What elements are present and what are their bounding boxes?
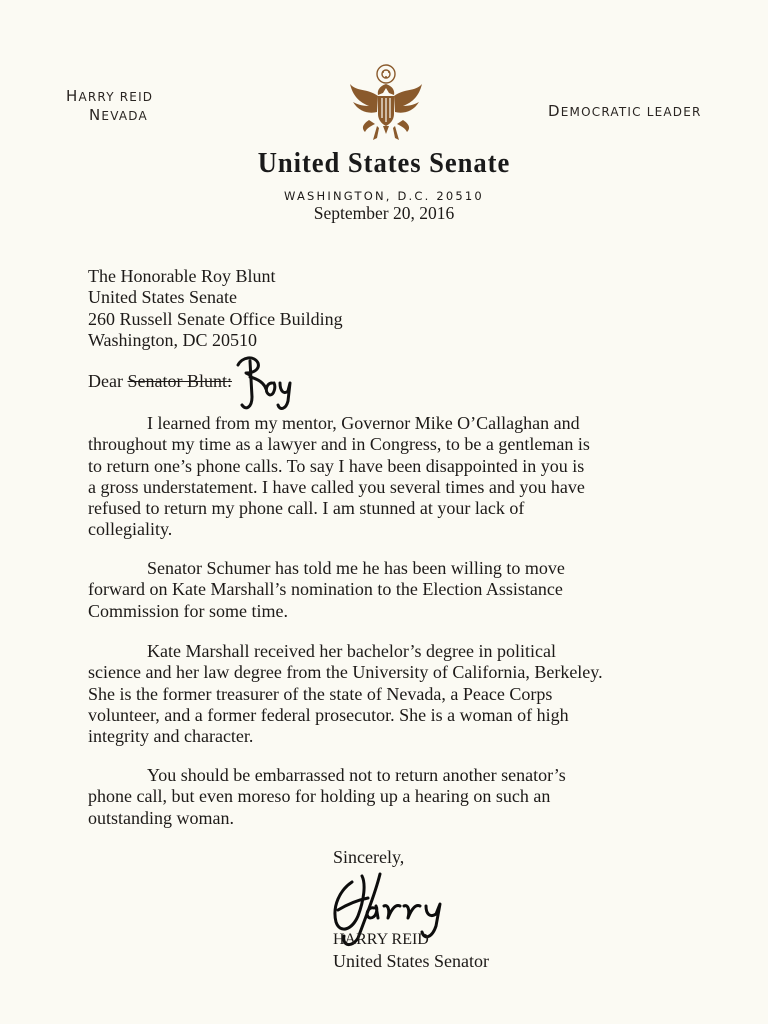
- address-line: Washington, DC 20510: [88, 329, 258, 350]
- letter-date: September 20, 2016: [313, 203, 455, 223]
- paragraph-line: throughout my time as a lawyer and in Congress, to be a gentleman is: [88, 434, 590, 455]
- salutation: [88, 371, 232, 392]
- letterhead-title: United States Senate: [257, 148, 511, 179]
- paragraph-line: science and her law degree from the University of California, Berkeley.: [88, 662, 603, 683]
- paragraph-line: volunteer, and a former federal prosecutor. She is a woman of high: [88, 704, 569, 725]
- sender-name: HARRY REID: [66, 87, 154, 105]
- paragraph-line: to return one’s phone calls. To say I have been disappointed in you is: [88, 455, 585, 476]
- paragraph-line: I learned from my mentor, Governor Mike O’Callaghan and: [147, 413, 580, 433]
- handwritten-roy-correction: [228, 353, 300, 415]
- signer-name: HARRY REID: [333, 931, 429, 948]
- paragraph-line: forward on Kate Marshall’s nomination to the Election Assistance: [88, 579, 563, 600]
- sender-title: DEMOCRATIC LEADER: [548, 102, 702, 120]
- closing: Sincerely,: [333, 847, 405, 867]
- paragraph-line: She is the former treasurer of the state of Nevada, a Peace Corps: [88, 683, 553, 704]
- paragraph-line: collegiality.: [88, 519, 173, 540]
- signer-title: United States Senator: [333, 951, 489, 971]
- paragraph-line: Commission for some time.: [88, 600, 288, 621]
- body-paragraph-4: [88, 765, 688, 829]
- letterhead-city: WASHINGTON, D.C. 20510: [284, 189, 484, 203]
- paragraph-line: a gross understatement. I have called you several times and you have: [88, 476, 585, 497]
- paragraph-line: You should be embarrassed not to return another senator’s: [147, 765, 566, 785]
- paragraph-line: phone call, but even moreso for holding up a hearing on such an: [88, 786, 551, 807]
- recipient-address: [88, 266, 343, 351]
- address-line: United States Senate: [88, 287, 237, 308]
- body-paragraph-3: [88, 641, 688, 747]
- address-line: The Honorable Roy Blunt: [88, 266, 276, 286]
- paragraph-line: outstanding woman.: [88, 807, 234, 828]
- salutation-struck-text: Senator Blunt:: [127, 371, 232, 391]
- paragraph-line: refused to return my phone call. I am stunned at your lack of: [88, 498, 525, 519]
- salutation-prefix: Dear: [88, 371, 128, 391]
- address-line: 260 Russell Senate Office Building: [88, 308, 343, 329]
- great-seal-eagle-icon: [347, 62, 425, 146]
- body-paragraph-2: [88, 558, 688, 622]
- paragraph-line: Senator Schumer has told me he has been willing to move: [147, 558, 565, 578]
- paragraph-line: Kate Marshall received her bachelor’s degree in political: [147, 641, 556, 661]
- body-paragraph-1: [88, 413, 688, 541]
- sender-state: NEVADA: [89, 106, 148, 124]
- paragraph-line: integrity and character.: [88, 726, 254, 747]
